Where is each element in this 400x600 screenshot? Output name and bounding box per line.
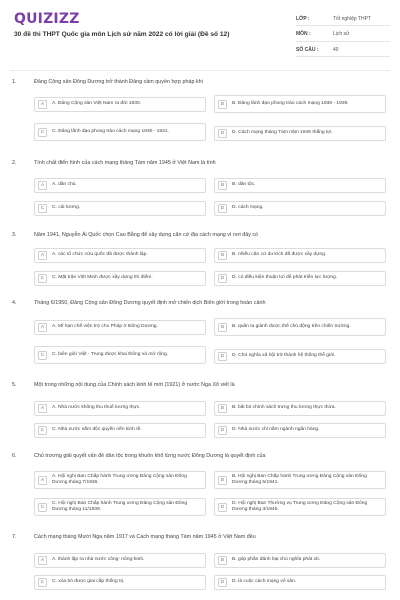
option-letter: B [218,556,227,565]
option-b[interactable] [214,471,386,489]
option-text: A. các tổ chức cứu quốc đã được thành lập. [52,252,148,258]
option-text: D. Chủ nghĩa xã hội trở thành hệ thống thế giới. [232,353,336,359]
option-letter: A [38,181,47,190]
question-text: Đảng Cộng sản Đông Dương trở thành Đảng cầm quyền hợp pháp khi [34,79,203,85]
option-c[interactable] [34,123,206,141]
option-text: C. Nhà nước nắm độc quyền nền kinh tế. [52,427,142,433]
meta-value: 40 [333,46,339,53]
meta-value: Lịch sử [333,31,350,38]
option-c[interactable] [34,575,206,590]
meta-label: SỐ CÂU : [296,46,319,53]
question-text: Tính chất điển hình của cách mạng tháng Tám năm 1945 ở Việt Nam là tính [34,160,216,166]
option-letter: B [218,404,227,413]
question-text: Một trong những nội dung của Chính sách kinh tế mới (1921) ở nước Nga Xô viết là [34,382,235,388]
option-text: B. bãi bỏ chính sách trưng thu lương thực thừa. [232,405,336,411]
option-letter: B [218,323,227,332]
option-d[interactable] [214,575,386,590]
option-text: B. dân tộc. [232,182,256,188]
option-text: A. dân chủ. [52,182,77,188]
option-text: A. Mĩ hạn chế viện trợ cho Pháp ở Đông Dương. [52,324,158,330]
document-header [0,0,400,72]
option-c[interactable] [34,271,206,286]
option-letter: A [38,251,47,260]
option-letter: D [218,274,227,283]
question-text: Cách mạng tháng Mười Nga năm 1917 và Cách mạng tháng Tám năm 1945 ở Việt Nam đều [34,534,256,540]
option-text: B. quân ta giành được thế chủ động trên chiến trường. [232,323,351,329]
option-letter: D [218,204,227,213]
option-letter: D [218,503,227,512]
meta-value: Tốt nghiệp THPT [333,15,371,22]
option-a[interactable] [34,471,206,489]
option-text: D. có điều kiện thuận lợi để phát triển lực lượng. [232,275,338,281]
option-a[interactable] [34,401,206,416]
option-letter: C [38,426,47,435]
question-text: Năm 1941, Nguyễn Ái Quốc chọn Cao Bằng để xây dựng căn cứ địa cách mạng vì nơi đây có [34,232,259,238]
option-letter: C [38,128,47,137]
option-c[interactable] [34,498,206,516]
meta-label: MÔN : [296,31,311,38]
option-text: C. Đảng lãnh đạo phong trào cách mạng 1930 - 1931. [52,128,169,134]
option-text: D. là cuộc cách mạng vô sản. [232,579,297,585]
option-text: A. Nhà nước không thu thuế lương thực. [52,405,141,411]
option-letter: B [218,100,227,109]
option-d[interactable] [214,126,386,141]
option-b[interactable] [214,553,386,568]
option-text: C. xóa bỏ được giai cấp thống trị. [52,579,125,585]
option-letter: A [38,556,47,565]
option-letter: A [38,323,47,332]
option-b[interactable] [214,318,386,336]
option-a[interactable] [34,320,206,335]
option-letter: A [38,476,47,485]
option-letter: C [38,274,47,283]
option-d[interactable] [214,349,386,364]
option-letter: C [38,578,47,587]
meta-row-count [296,43,390,57]
option-a[interactable] [34,248,206,263]
question-text: Chủ trương giải quyết vấn đề dân tộc trong khuôn khổ từng nước Đông Dương là quyết định của [34,453,266,459]
option-text: B. nhiều căn cứ du kích đã được xây dựng. [232,252,327,258]
question-number: 1. [12,79,17,85]
option-letter: B [218,181,227,190]
option-text: C. Hội nghị Ban Chấp hành Trung ương Đảng Cộng sản Đông Dương tháng 11/1939. [52,500,188,512]
question-text: Tháng 6/1950, Đảng Cộng sản Đông Dương quyết định mở chiến dịch Biên giới trong hoàn cảnh [34,300,266,306]
quizizz-logo: QUIZIZZ [14,11,80,27]
option-c[interactable] [34,423,206,438]
option-text: C. biên giới Việt - Trung được khai thông và mở rộng. [52,351,169,357]
option-a[interactable] [34,178,206,193]
option-letter: D [218,352,227,361]
option-letter: C [38,503,47,512]
option-text: D. Cách mạng tháng Tám năm 1945 thắng lợi. [232,130,333,136]
option-d[interactable] [214,271,386,286]
option-text: B. Đảng lãnh đạo phong trào cách mạng 1936 - 1939. [232,100,349,106]
meta-row-subject [296,28,390,42]
meta-label: LỚP : [296,15,310,22]
option-text: A. thành lập ra nhà nước công- nông-binh. [52,557,145,563]
option-text: A. Hội nghị Ban Chấp hành Trung ương Đảng Cộng sản Đông Dương tháng 7/1936. [52,473,187,485]
option-letter: C [38,351,47,360]
header-divider [10,70,390,71]
option-text: B. Hội nghị Ban Chấp hành Trung ương Đảng Cộng sản Đông Dương tháng 5/1941. [232,473,367,485]
question-number: 3. [12,232,17,238]
option-text: D. Nhà nước chỉ nắm ngành ngân hàng. [232,427,320,433]
option-c[interactable] [34,201,206,216]
option-letter: B [218,251,227,260]
option-text: C. cải lương. [52,205,81,211]
option-letter: D [218,129,227,138]
option-b[interactable] [214,95,386,113]
option-letter: A [38,404,47,413]
option-text: B. góp phần đánh bại chủ nghĩa phát xít. [232,557,321,563]
option-a[interactable] [34,97,206,112]
question-number: 5. [12,382,17,388]
option-a[interactable] [34,553,206,568]
option-text: D. cách mạng. [232,205,264,211]
option-letter: C [38,204,47,213]
option-b[interactable] [214,178,386,193]
question-number: 2. [12,160,17,166]
page-title: 30 đề thi THPT Quốc gia môn Lịch sử năm 2022 có lời giải (Đề số 12) [14,31,230,38]
option-text: C. Mặt trận Việt Minh được xây dựng thí điểm. [52,275,153,281]
question-number: 7. [12,534,17,540]
option-d[interactable] [214,498,386,516]
option-text: D. Hội nghị Ban Thường vụ Trung ương Đảng Cộng sản Đông Dương tháng 3/1945. [232,500,368,512]
question-number: 6. [12,453,17,459]
option-letter: B [218,476,227,485]
question-number: 4. [12,300,17,306]
option-d[interactable] [214,423,386,438]
meta-panel [296,12,390,59]
option-letter: A [38,100,47,109]
option-c[interactable] [34,346,206,364]
option-letter: D [218,578,227,587]
option-letter: D [218,426,227,435]
option-text: A. Đảng Cộng sản Việt Nam ra đời 1930. [52,101,142,107]
option-b[interactable] [214,401,386,416]
meta-row-class [296,12,390,26]
option-b[interactable] [214,248,386,263]
option-d[interactable] [214,201,386,216]
